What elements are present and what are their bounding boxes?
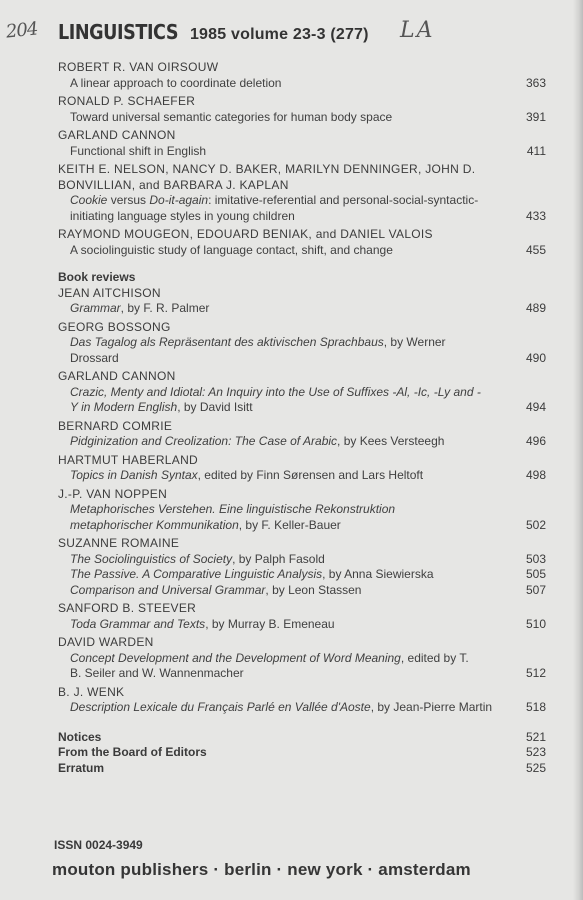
book-title: Toda Grammar and Texts bbox=[70, 616, 206, 631]
review-book-row bbox=[58, 583, 546, 599]
back-matter-item bbox=[58, 745, 546, 761]
issue-info: 1985 volume 23-3 (277) bbox=[189, 26, 369, 43]
book-author: , by Anna Siewierska bbox=[322, 567, 434, 581]
book-title: The Sociolinguistics of Society bbox=[70, 551, 233, 566]
page-number: 411 bbox=[526, 143, 546, 158]
page-number: 496 bbox=[525, 434, 546, 448]
reviewer-name: GEORG BOSSONG bbox=[58, 319, 171, 334]
review-entry bbox=[58, 487, 546, 534]
page-edge bbox=[573, 0, 583, 900]
article-title: Toward universal semantic categories for human body space bbox=[70, 109, 393, 124]
back-matter-label: From the Board of Editors bbox=[58, 745, 207, 759]
book-title: The Passive. A Comparative Linguistic Analysis bbox=[70, 567, 323, 581]
page-number: 502 bbox=[525, 517, 546, 532]
article-entry bbox=[58, 128, 546, 159]
review-book bbox=[58, 651, 480, 682]
book-author: , by Palph Fasold bbox=[232, 551, 325, 566]
page-number: 510 bbox=[525, 616, 546, 631]
table-of-contents bbox=[58, 60, 546, 776]
review-entry bbox=[58, 635, 546, 682]
page-number: 433 bbox=[525, 208, 546, 223]
review-book bbox=[58, 502, 460, 533]
reviewer-name: BERNARD COMRIE bbox=[58, 418, 173, 433]
reviewer-name: B. J. WENK bbox=[58, 684, 125, 699]
book-author: , by Leon Stassen bbox=[265, 582, 362, 597]
article-entry bbox=[58, 227, 546, 258]
article-author: ROBERT R. VAN OIRSOUW bbox=[58, 60, 219, 74]
back-matter-item bbox=[58, 761, 546, 777]
page-number: 523 bbox=[525, 745, 546, 759]
review-book bbox=[58, 583, 546, 599]
review-book bbox=[58, 434, 546, 450]
book-author: , by Jean-Pierre Martin bbox=[370, 700, 493, 714]
page-number: 363 bbox=[525, 75, 546, 90]
handwritten-number: 204 bbox=[4, 18, 39, 43]
book-title: Comparison and Universal Grammar bbox=[70, 582, 266, 597]
review-entry bbox=[58, 453, 546, 484]
review-book bbox=[58, 700, 495, 716]
review-book bbox=[58, 301, 546, 317]
book-title: Topics in Danish Syntax bbox=[70, 468, 198, 482]
review-entry bbox=[58, 536, 546, 598]
page-number: 512 bbox=[525, 666, 546, 680]
article-title bbox=[58, 193, 480, 224]
article-author: RONALD P. SCHAEFER bbox=[58, 94, 196, 108]
book-author: , by F. R. Palmer bbox=[120, 301, 210, 315]
article-title: A linear approach to coordinate deletion bbox=[70, 75, 282, 90]
article-entry bbox=[58, 94, 546, 125]
book-title: Das Tagalog als Repräsentant des aktivischen Sprachbaus bbox=[70, 335, 384, 349]
review-book bbox=[58, 552, 546, 568]
review-entry bbox=[58, 369, 546, 416]
book-author: , by David Isitt bbox=[177, 400, 253, 414]
book-title: Crazic, Menty and Idiotal: An Inquiry into the Use of Suffixes -Al, -Ic, -Ly and -Y in Modern English bbox=[70, 384, 481, 414]
page-number: 503 bbox=[525, 551, 546, 566]
page-number: 455 bbox=[525, 242, 546, 257]
review-book bbox=[58, 335, 480, 366]
reviewer-name: DAVID WARDEN bbox=[58, 635, 154, 649]
page-number: 494 bbox=[525, 400, 546, 414]
book-title: Grammar bbox=[70, 301, 121, 315]
book-author: , by Murray B. Emeneau bbox=[205, 616, 335, 631]
title-italic: Do-it-again bbox=[149, 193, 209, 207]
section-heading: Book reviews bbox=[58, 270, 136, 284]
book-author: , by F. Keller-Bauer bbox=[238, 517, 341, 532]
book-title: Description Lexicale du Français Parlé en Vallée d'Aoste bbox=[70, 700, 371, 714]
handwritten-initials: LA bbox=[400, 18, 435, 43]
journal-name: LINGUISTICS bbox=[58, 20, 179, 44]
page-number: 505 bbox=[525, 567, 546, 581]
title-italic: Cookie bbox=[70, 193, 108, 207]
book-title: Concept Development and the Development of Word Meaning bbox=[70, 650, 401, 665]
reviewer-name: SUZANNE ROMAINE bbox=[58, 536, 180, 550]
page-number: 521 bbox=[525, 729, 546, 744]
article-author: GARLAND CANNON bbox=[58, 128, 176, 142]
review-book bbox=[58, 385, 482, 416]
book-author: , by Kees Versteegh bbox=[337, 434, 445, 448]
article-title: Functional shift in English bbox=[70, 143, 207, 158]
review-entry bbox=[58, 286, 546, 317]
review-book-row bbox=[58, 552, 546, 568]
review-entry bbox=[58, 685, 546, 716]
reviewer-name: SANFORD B. STEEVER bbox=[58, 601, 197, 615]
page-number: 507 bbox=[525, 582, 546, 597]
page-number: 518 bbox=[525, 700, 546, 714]
reviewer-name: J.-P. VAN NOPPEN bbox=[58, 486, 168, 501]
book-author: , edited by T. B. Seiler and W. Wannenmacher bbox=[70, 650, 469, 680]
article-entry bbox=[58, 60, 546, 91]
article-entry bbox=[58, 162, 546, 224]
journal-header bbox=[58, 20, 369, 45]
book-author: , edited by Finn Sørensen and Lars Heltoft bbox=[197, 468, 424, 482]
review-book-row bbox=[58, 567, 546, 583]
article-author: KEITH E. NELSON, NANCY D. BAKER, MARILYN DENNINGER, JOHN D. BONVILLIAN, and BARBARA J. KAPLAN bbox=[58, 162, 476, 192]
page-number: 525 bbox=[525, 760, 546, 775]
book-title: Metaphorisches Verstehen. Eine linguistische Rekonstruktion metaphorischer Kommunikation bbox=[70, 502, 396, 532]
reviewer-name: GARLAND CANNON bbox=[58, 369, 176, 383]
title-text: versus bbox=[107, 193, 150, 207]
page-number: 498 bbox=[525, 468, 546, 482]
page-number: 391 bbox=[525, 109, 546, 124]
page-number: 490 bbox=[525, 350, 546, 365]
review-entry bbox=[58, 320, 546, 367]
page-number: 489 bbox=[525, 301, 546, 315]
issn: ISSN 0024-3949 bbox=[54, 838, 143, 852]
review-book bbox=[58, 567, 546, 583]
reviewer-name: JEAN AITCHISON bbox=[58, 285, 161, 300]
book-title: Pidginization and Creolization: The Case of Arabic bbox=[70, 434, 338, 448]
article-title: A sociolinguistic study of language contact, shift, and change bbox=[70, 242, 393, 257]
reviewer-name: HARTMUT HABERLAND bbox=[58, 452, 199, 467]
back-matter-item bbox=[58, 730, 546, 746]
publisher-line: mouton publishers · berlin · new york · amsterdam bbox=[52, 860, 471, 879]
article-author: RAYMOND MOUGEON, EDOUARD BENIAK, and DANIEL VALOIS bbox=[58, 227, 433, 241]
book-author: , by Werner Drossard bbox=[70, 335, 446, 365]
title-text: : imitative-referential and personal-social-syntactic-initiating language styles in young children bbox=[70, 193, 479, 223]
review-book bbox=[58, 617, 546, 633]
review-entry bbox=[58, 601, 546, 632]
back-matter-label: Notices bbox=[58, 729, 102, 744]
review-book bbox=[58, 468, 546, 484]
back-matter-label: Erratum bbox=[58, 760, 105, 775]
review-entry bbox=[58, 419, 546, 450]
